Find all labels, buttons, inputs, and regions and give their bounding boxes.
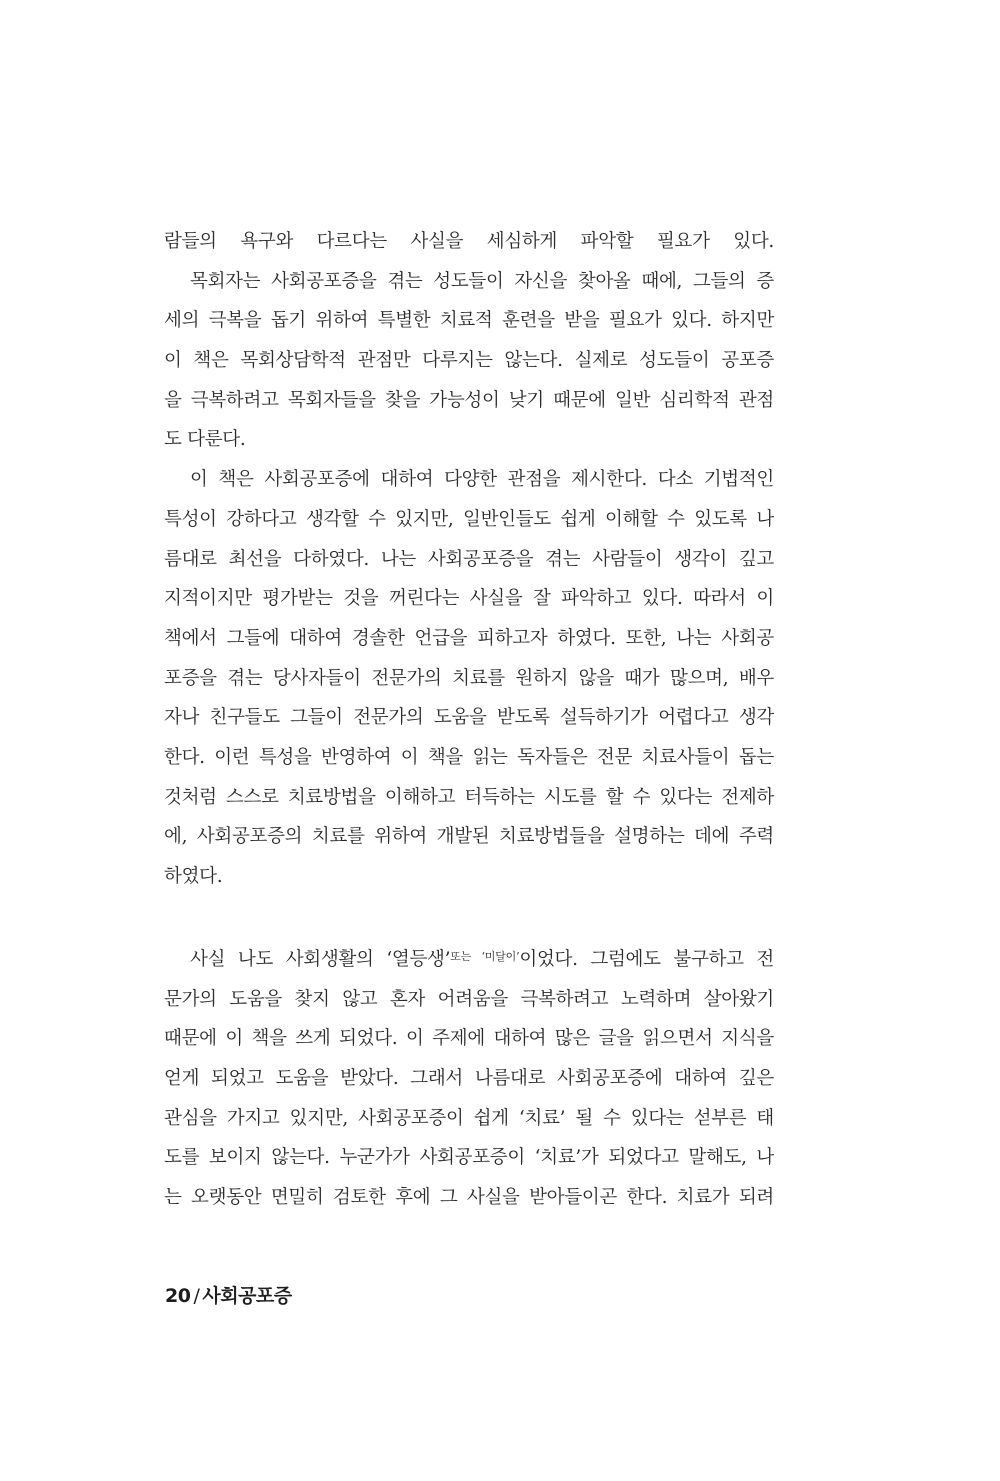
body-text-block-2 xyxy=(164,940,774,1218)
text-segment: 사실 나도 사회생활의 ‘열등생’ xyxy=(190,949,451,970)
small-inline-note: 또는 ‘미달이’ xyxy=(450,950,520,963)
text-line: 도를 보이지 않는다. 누군가가 사회공포증이 ‘치료’가 되었다고 말해도, 나 xyxy=(164,1147,774,1169)
text-line: 이 책은 사회공포증에 대하여 다양한 관점을 제시한다. 다소 기법적인 xyxy=(190,469,774,491)
text-line: 자나 친구들도 그들이 전문가의 도움을 받도록 설득하기가 어렵다고 생각 xyxy=(164,707,774,729)
text-line: 름대로 최선을 다하였다. 나는 사회공포증을 겪는 사람들이 생각이 깊고 xyxy=(164,548,774,570)
text-line: 것처럼 스스로 치료방법을 이해하고 터득하는 시도를 할 수 있다는 전제하 xyxy=(164,786,774,808)
text-line: 때문에 이 책을 쓰게 되었다. 이 주제에 대하여 많은 글을 읽으면서 지식을 xyxy=(164,1028,774,1050)
text-line-first xyxy=(164,940,774,980)
footer-separator: / xyxy=(193,1285,200,1307)
text-line: 한다. 이런 특성을 반영하여 이 책을 읽는 독자들은 전문 치료사들이 돕는 xyxy=(164,746,774,768)
text-line: 세의 극복을 돕기 위하여 특별한 치료적 훈련을 받을 필요가 있다. 하지만 xyxy=(164,310,774,332)
text-line: 람들의 욕구와 다르다는 사실을 세심하게 파악할 필요가 있다. xyxy=(164,231,774,252)
text-line: 포증을 겪는 당사자들이 전문가의 치료를 원하지 않을 때가 많으며, 배우 xyxy=(164,667,774,689)
text-line: 관심을 가지고 있지만, 사회공포증이 쉽게 ‘치료’ 될 수 있다는 섣부른 태 xyxy=(164,1107,774,1129)
running-title: 사회공포증 xyxy=(202,1285,292,1307)
text-line: 을 극복하려고 목회자들을 찾을 가능성이 낮기 때문에 일반 심리학적 관점 xyxy=(164,389,774,411)
text-line: 도 다룬다. xyxy=(164,429,246,451)
text-line: 책에서 그들에 대하여 경솔한 언급을 피하고자 하였다. 또한, 나는 사회공 xyxy=(164,627,774,649)
text-line: 문가의 도움을 찾지 않고 혼자 어려움을 극복하려고 노력하며 살아왔기 xyxy=(164,988,774,1010)
body-text-block-1 xyxy=(164,222,774,897)
text-line: 지적이지만 평가받는 것을 꺼린다는 사실을 잘 파악하고 있다. 따라서 이 xyxy=(164,588,774,610)
text-line: 얻게 되었고 도움을 받았다. 그래서 나름대로 사회공포증에 대하여 깊은 xyxy=(164,1068,774,1090)
page-footer xyxy=(165,1281,292,1308)
text-line: 목회자는 사회공포증을 겪는 성도들이 자신을 찾아올 때에, 그들의 증 xyxy=(190,270,774,292)
text-line: 특성이 강하다고 생각할 수 있지만, 일반인들도 쉽게 이해할 수 있도록 나 xyxy=(164,508,774,530)
text-line: 이 책은 목회상담학적 관점만 다루지는 않는다. 실제로 성도들이 공포증 xyxy=(164,350,774,372)
text-segment: 이었다. 그럼에도 불구하고 전 xyxy=(519,949,774,970)
page-number: 20 xyxy=(165,1285,191,1307)
text-line: 에, 사회공포증의 치료를 위하여 개발된 치료방법들을 설명하는 데에 주력 xyxy=(164,826,774,848)
text-line: 하였다. xyxy=(164,866,223,887)
text-line: 는 오랫동안 면밀히 검토한 후에 그 사실을 받아들이곤 한다. 치료가 되려 xyxy=(164,1187,774,1209)
